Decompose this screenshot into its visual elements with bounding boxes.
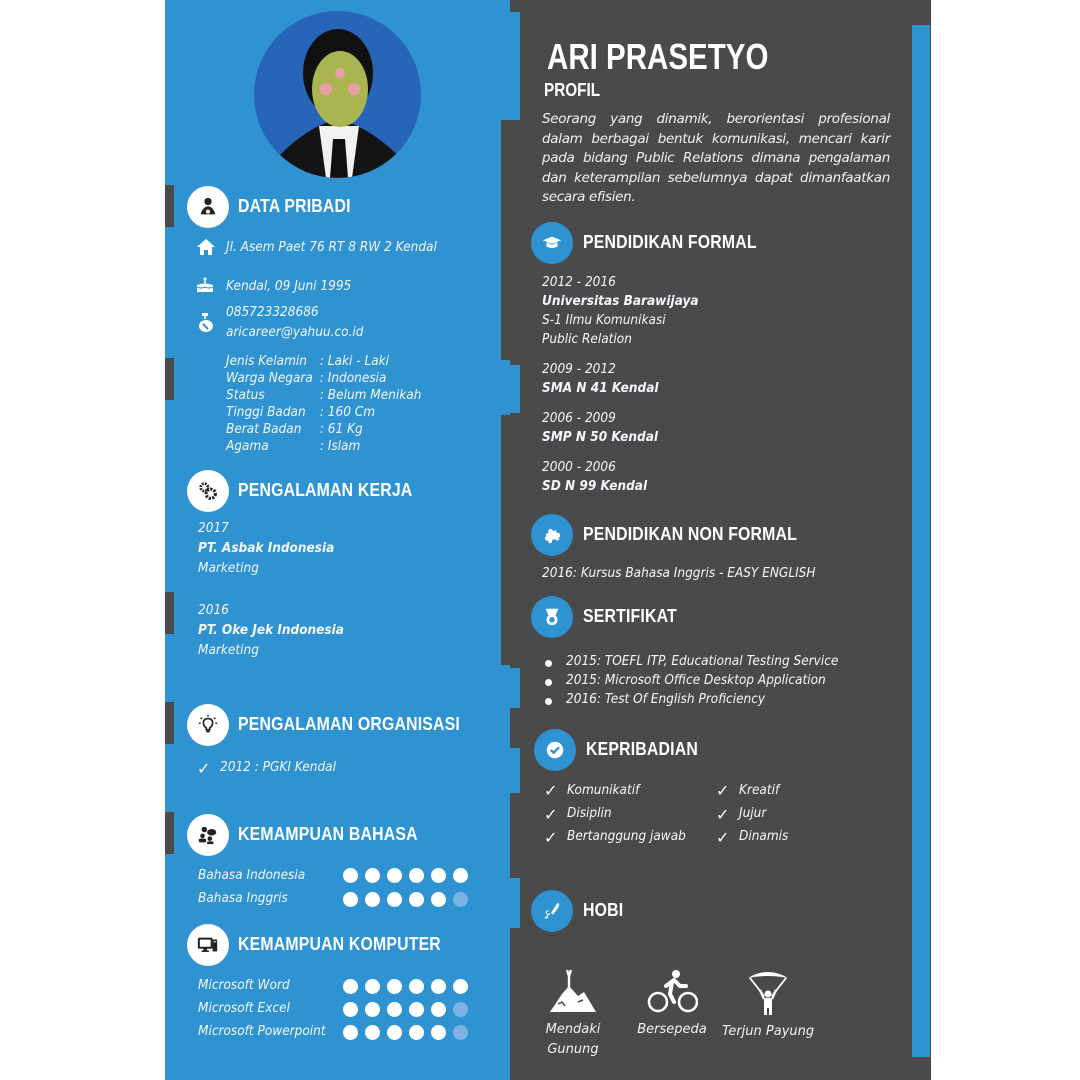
section-title-sertifikat: SERTIFIKAT (583, 606, 677, 626)
rating-dot-filled (431, 892, 446, 907)
education-years: 2000 - 2006 (542, 460, 616, 475)
education-years: 2006 - 2009 (542, 411, 616, 426)
job-role: Marketing (198, 561, 259, 576)
check-icon: ✓ (544, 828, 558, 847)
education-school: SMP N 50 Kendal (542, 430, 659, 445)
field-religion: Agama : Islam (226, 439, 361, 454)
contact-icon (197, 313, 215, 337)
rating-dot-filled (409, 892, 424, 907)
person-icon (187, 186, 229, 228)
divider-tab (510, 668, 520, 708)
verified-badge-icon (534, 729, 576, 771)
rating-dot-filled (387, 979, 402, 994)
bullet-icon (545, 679, 552, 686)
certificate-item: 2016: Test Of English Proficiency (566, 692, 766, 707)
education-years: 2009 - 2012 (542, 362, 616, 377)
puzzle-icon (531, 514, 573, 556)
software-rating (343, 1002, 468, 1017)
mountain-climb-icon (548, 968, 598, 1014)
gears-icon (187, 470, 229, 512)
hobby-item: Bersepeda (632, 968, 712, 1040)
section-title-hobi: HOBI (583, 900, 624, 920)
rating-dot-filled (343, 979, 358, 994)
graduation-cap-icon (531, 222, 573, 264)
section-title-data-pribadi: DATA PRIBADI (238, 196, 351, 216)
hobby-item: Terjun Payung (722, 968, 814, 1042)
bullet-icon (545, 660, 552, 667)
field-height: Tinggi Badan : 160 Cm (226, 405, 376, 420)
rating-dot-filled (431, 868, 446, 883)
rating-dot-filled (365, 1002, 380, 1017)
rating-dot-filled (365, 1025, 380, 1040)
divider-tab (510, 878, 520, 928)
trait-item: Jujur (739, 806, 767, 821)
section-title-kemampuan-bahasa: KEMAMPUAN BAHASA (238, 824, 418, 844)
rating-dot-filled (365, 979, 380, 994)
education-years: 2012 - 2016 (542, 275, 616, 290)
divider-tab (501, 120, 510, 360)
trait-item: Bertanggung jawab (567, 829, 686, 844)
trait-item: Dinamis (739, 829, 789, 844)
education-school: Universitas Barawijaya (542, 294, 699, 309)
job-company: PT. Oke Jek Indonesia (198, 623, 344, 638)
certificate-item: 2015: Microsoft Office Desktop Application (566, 673, 826, 688)
education-degree: S-1 Ilmu Komunikasi (542, 313, 666, 328)
section-title-pengalaman-organisasi: PENGALAMAN ORGANISASI (238, 714, 460, 734)
chat-people-icon (187, 814, 229, 856)
check-icon: ✓ (197, 759, 211, 778)
trait-item: Komunikatif (567, 783, 640, 798)
divider-tab (165, 592, 174, 634)
hobby-item: Mendaki Gunung (538, 968, 608, 1060)
section-title-pendidikan-non-formal: PENDIDIKAN NON FORMAL (583, 524, 798, 544)
field-status: Status : Belum Menikah (226, 388, 422, 403)
parachute-icon (746, 968, 790, 1016)
rating-dot-filled (387, 868, 402, 883)
job-role: Marketing (198, 643, 259, 658)
rating-dot-filled (453, 868, 468, 883)
organization-item: 2012 : PGKI Kendal (220, 760, 336, 775)
rating-dot-filled (343, 892, 358, 907)
right-accent-stripe (912, 25, 930, 1057)
rating-dot-filled (343, 1002, 358, 1017)
field-gender: Jenis Kelamin : Laki - Laki (226, 354, 390, 369)
rating-dot-filled (409, 1025, 424, 1040)
job-year: 2017 (198, 521, 229, 536)
rating-dot-filled (409, 1002, 424, 1017)
rating-dot-filled (343, 868, 358, 883)
profile-photo (254, 11, 421, 178)
rating-dot-empty (453, 1002, 468, 1017)
rating-dot-filled (431, 979, 446, 994)
field-weight: Berat Badan : 61 Kg (226, 422, 363, 437)
section-title-pendidikan-formal: PENDIDIKAN FORMAL (583, 232, 757, 252)
education-major: Public Relation (542, 332, 632, 347)
rating-dot-filled (365, 868, 380, 883)
check-icon: ✓ (544, 805, 558, 824)
rating-dot-filled (387, 892, 402, 907)
lightbulb-icon (187, 704, 229, 746)
divider-tab (501, 415, 510, 665)
software-label: Microsoft Excel (198, 1001, 290, 1016)
language-rating (343, 892, 468, 907)
profile-heading: PROFIL (544, 80, 601, 100)
rating-dot-empty (453, 892, 468, 907)
rating-dot-filled (409, 979, 424, 994)
divider-tab (510, 748, 520, 793)
trait-item: Kreatif (739, 783, 780, 798)
job-year: 2016 (198, 603, 229, 618)
rating-dot-filled (387, 1025, 402, 1040)
language-label: Bahasa Inggris (198, 891, 288, 906)
software-label: Microsoft Powerpoint (198, 1024, 326, 1039)
education-school: SMA N 41 Kendal (542, 381, 659, 396)
bicycle-icon (646, 968, 698, 1014)
section-title-kemampuan-komputer: KEMAMPUAN KOMPUTER (238, 934, 441, 954)
section-title-pengalaman-kerja: PENGALAMAN KERJA (238, 480, 413, 500)
divider-tab (510, 12, 520, 120)
profile-text: Seorang yang dinamik, berorientasi profesional dalam berbagai bentuk komunikasi, mencari karir pada bidang Public Relations dimana pengalaman dan keterampilan sebelumnya dapat dimanfaatkan secara efisien. (542, 111, 890, 206)
bullet-icon (545, 698, 552, 705)
trait-item: Disiplin (567, 806, 612, 821)
address: Jl. Asem Paet 76 RT 8 RW 2 Kendal (226, 240, 437, 255)
check-icon: ✓ (716, 781, 730, 800)
software-label: Microsoft Word (198, 978, 290, 993)
check-icon: ✓ (716, 805, 730, 824)
field-nationality: Warga Negara : Indonesia (226, 371, 387, 386)
job-company: PT. Asbak Indonesia (198, 541, 335, 556)
email-address: aricareer@yahuu.co.id (226, 325, 364, 340)
divider-tab (165, 185, 174, 227)
birth-date: Kendal, 09 Juni 1995 (226, 279, 352, 294)
divider-tab (165, 358, 174, 400)
medal-icon (531, 596, 573, 638)
rating-dot-empty (453, 1025, 468, 1040)
computer-icon (187, 924, 229, 966)
birthday-cake-icon (195, 277, 215, 299)
paintbrush-icon (531, 890, 573, 932)
software-rating (343, 979, 468, 994)
language-label: Bahasa Indonesia (198, 868, 306, 883)
rating-dot-filled (387, 1002, 402, 1017)
check-icon: ✓ (716, 828, 730, 847)
divider-tab (165, 702, 174, 744)
divider-tab (165, 812, 174, 854)
certificate-item: 2015: TOEFL ITP, Educational Testing Service (566, 654, 839, 669)
check-icon: ✓ (544, 781, 558, 800)
rating-dot-filled (431, 1002, 446, 1017)
candidate-name: ARI PRASETYO (547, 36, 769, 77)
non-formal-item: 2016: Kursus Bahasa Inggris - EASY ENGLISH (542, 566, 816, 581)
rating-dot-filled (409, 868, 424, 883)
rating-dot-filled (453, 979, 468, 994)
rating-dot-filled (343, 1025, 358, 1040)
language-rating (343, 868, 468, 883)
software-rating (343, 1025, 468, 1040)
phone-number: 085723328686 (226, 305, 319, 320)
divider-tab (510, 365, 520, 413)
rating-dot-filled (431, 1025, 446, 1040)
section-title-kepribadian: KEPRIBADIAN (586, 739, 698, 759)
education-school: SD N 99 Kendal (542, 479, 648, 494)
rating-dot-filled (365, 892, 380, 907)
home-icon (196, 238, 216, 260)
